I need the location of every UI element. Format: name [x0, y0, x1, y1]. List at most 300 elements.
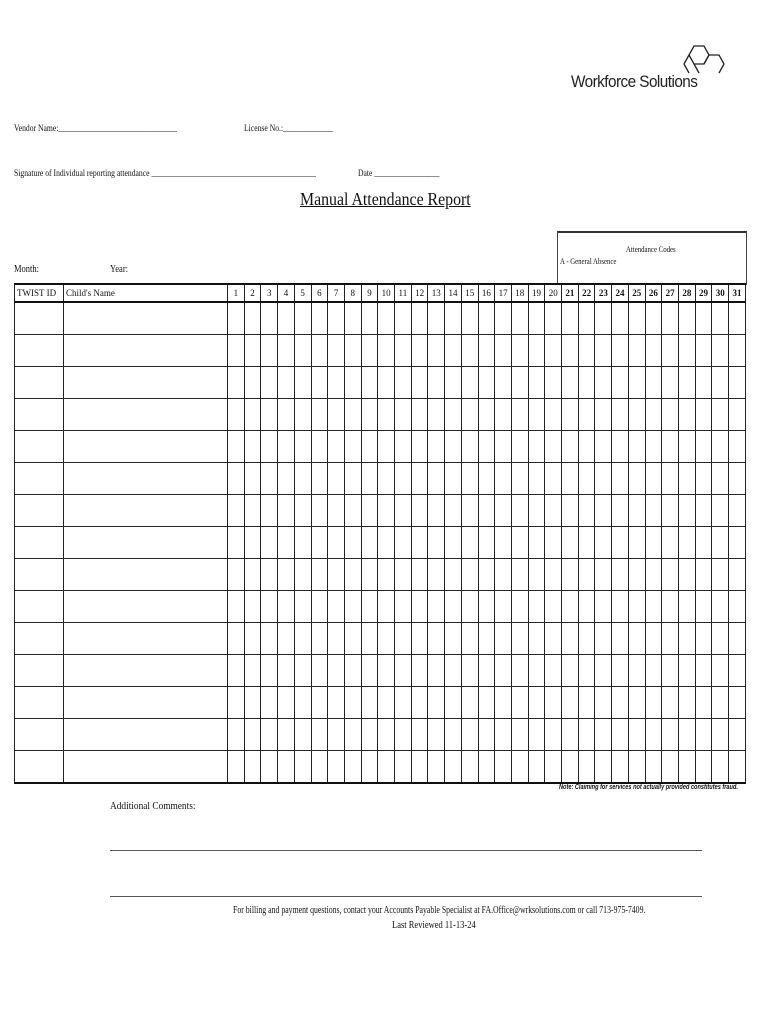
day-16-cell[interactable]	[478, 751, 495, 784]
day-19-cell[interactable]	[528, 302, 545, 335]
day-9-cell[interactable]	[361, 751, 378, 784]
day-30-cell[interactable]	[712, 655, 729, 687]
twist-id-cell[interactable]	[15, 527, 64, 559]
day-17-cell[interactable]	[495, 751, 512, 784]
day-6-cell[interactable]	[311, 302, 328, 335]
day-21-cell[interactable]	[562, 367, 579, 399]
day-13-cell[interactable]	[428, 302, 445, 335]
day-28-cell[interactable]	[678, 495, 695, 527]
day-15-cell[interactable]	[461, 335, 478, 367]
day-25-cell[interactable]	[628, 495, 645, 527]
day-2-cell[interactable]	[244, 399, 261, 431]
day-10-cell[interactable]	[378, 431, 395, 463]
twist-id-cell[interactable]	[15, 463, 64, 495]
day-16-cell[interactable]	[478, 335, 495, 367]
day-8-cell[interactable]	[344, 623, 361, 655]
day-14-cell[interactable]	[445, 751, 462, 784]
day-24-cell[interactable]	[612, 495, 629, 527]
day-12-cell[interactable]	[411, 302, 428, 335]
twist-id-cell[interactable]	[15, 335, 64, 367]
day-4-cell[interactable]	[278, 431, 295, 463]
day-10-cell[interactable]	[378, 463, 395, 495]
day-13-cell[interactable]	[428, 367, 445, 399]
day-13-cell[interactable]	[428, 559, 445, 591]
day-7-cell[interactable]	[328, 591, 345, 623]
day-6-cell[interactable]	[311, 527, 328, 559]
day-7-cell[interactable]	[328, 719, 345, 751]
day-27-cell[interactable]	[662, 463, 679, 495]
day-12-cell[interactable]	[411, 527, 428, 559]
day-27-cell[interactable]	[662, 655, 679, 687]
day-31-cell[interactable]	[729, 399, 746, 431]
day-2-cell[interactable]	[244, 463, 261, 495]
day-30-cell[interactable]	[712, 719, 729, 751]
day-29-cell[interactable]	[695, 335, 712, 367]
day-3-cell[interactable]	[261, 431, 278, 463]
day-27-cell[interactable]	[662, 719, 679, 751]
day-23-cell[interactable]	[595, 367, 612, 399]
day-27-cell[interactable]	[662, 335, 679, 367]
day-11-cell[interactable]	[395, 431, 412, 463]
day-27-cell[interactable]	[662, 623, 679, 655]
day-15-cell[interactable]	[461, 527, 478, 559]
day-5-cell[interactable]	[294, 559, 311, 591]
day-20-cell[interactable]	[545, 655, 562, 687]
day-24-cell[interactable]	[612, 527, 629, 559]
day-7-cell[interactable]	[328, 527, 345, 559]
day-24-cell[interactable]	[612, 687, 629, 719]
day-18-cell[interactable]	[511, 527, 528, 559]
day-12-cell[interactable]	[411, 399, 428, 431]
day-6-cell[interactable]	[311, 623, 328, 655]
day-17-cell[interactable]	[495, 719, 512, 751]
day-28-cell[interactable]	[678, 591, 695, 623]
day-8-cell[interactable]	[344, 399, 361, 431]
day-6-cell[interactable]	[311, 399, 328, 431]
day-21-cell[interactable]	[562, 655, 579, 687]
day-25-cell[interactable]	[628, 431, 645, 463]
day-14-cell[interactable]	[445, 687, 462, 719]
day-29-cell[interactable]	[695, 655, 712, 687]
day-10-cell[interactable]	[378, 623, 395, 655]
day-30-cell[interactable]	[712, 591, 729, 623]
day-12-cell[interactable]	[411, 559, 428, 591]
day-19-cell[interactable]	[528, 591, 545, 623]
day-7-cell[interactable]	[328, 367, 345, 399]
day-16-cell[interactable]	[478, 431, 495, 463]
day-29-cell[interactable]	[695, 623, 712, 655]
day-16-cell[interactable]	[478, 591, 495, 623]
day-21-cell[interactable]	[562, 302, 579, 335]
day-25-cell[interactable]	[628, 463, 645, 495]
day-5-cell[interactable]	[294, 399, 311, 431]
twist-id-cell[interactable]	[15, 655, 64, 687]
twist-id-cell[interactable]	[15, 751, 64, 784]
day-29-cell[interactable]	[695, 399, 712, 431]
day-11-cell[interactable]	[395, 655, 412, 687]
day-8-cell[interactable]	[344, 527, 361, 559]
day-25-cell[interactable]	[628, 687, 645, 719]
day-6-cell[interactable]	[311, 655, 328, 687]
day-23-cell[interactable]	[595, 719, 612, 751]
day-31-cell[interactable]	[729, 623, 746, 655]
day-1-cell[interactable]	[228, 399, 245, 431]
day-3-cell[interactable]	[261, 367, 278, 399]
day-28-cell[interactable]	[678, 623, 695, 655]
day-22-cell[interactable]	[578, 591, 595, 623]
day-4-cell[interactable]	[278, 623, 295, 655]
twist-id-cell[interactable]	[15, 623, 64, 655]
day-8-cell[interactable]	[344, 559, 361, 591]
day-19-cell[interactable]	[528, 495, 545, 527]
day-13-cell[interactable]	[428, 591, 445, 623]
day-30-cell[interactable]	[712, 335, 729, 367]
day-8-cell[interactable]	[344, 495, 361, 527]
day-31-cell[interactable]	[729, 687, 746, 719]
day-25-cell[interactable]	[628, 719, 645, 751]
day-4-cell[interactable]	[278, 463, 295, 495]
day-5-cell[interactable]	[294, 591, 311, 623]
day-25-cell[interactable]	[628, 302, 645, 335]
day-23-cell[interactable]	[595, 527, 612, 559]
day-20-cell[interactable]	[545, 623, 562, 655]
day-10-cell[interactable]	[378, 335, 395, 367]
day-3-cell[interactable]	[261, 495, 278, 527]
day-3-cell[interactable]	[261, 655, 278, 687]
day-10-cell[interactable]	[378, 527, 395, 559]
comment-line-2[interactable]	[110, 896, 702, 897]
day-1-cell[interactable]	[228, 335, 245, 367]
day-19-cell[interactable]	[528, 623, 545, 655]
day-19-cell[interactable]	[528, 655, 545, 687]
day-28-cell[interactable]	[678, 399, 695, 431]
twist-id-cell[interactable]	[15, 591, 64, 623]
day-7-cell[interactable]	[328, 335, 345, 367]
day-29-cell[interactable]	[695, 687, 712, 719]
day-30-cell[interactable]	[712, 527, 729, 559]
day-15-cell[interactable]	[461, 623, 478, 655]
day-25-cell[interactable]	[628, 527, 645, 559]
day-17-cell[interactable]	[495, 687, 512, 719]
day-24-cell[interactable]	[612, 463, 629, 495]
day-12-cell[interactable]	[411, 367, 428, 399]
day-14-cell[interactable]	[445, 719, 462, 751]
year-label[interactable]: Year:	[110, 264, 129, 275]
day-27-cell[interactable]	[662, 751, 679, 784]
day-17-cell[interactable]	[495, 527, 512, 559]
day-18-cell[interactable]	[511, 591, 528, 623]
day-6-cell[interactable]	[311, 751, 328, 784]
day-16-cell[interactable]	[478, 302, 495, 335]
day-29-cell[interactable]	[695, 302, 712, 335]
day-6-cell[interactable]	[311, 335, 328, 367]
day-25-cell[interactable]	[628, 367, 645, 399]
day-25-cell[interactable]	[628, 655, 645, 687]
day-17-cell[interactable]	[495, 623, 512, 655]
day-10-cell[interactable]	[378, 591, 395, 623]
day-19-cell[interactable]	[528, 335, 545, 367]
day-22-cell[interactable]	[578, 751, 595, 784]
day-9-cell[interactable]	[361, 495, 378, 527]
day-7-cell[interactable]	[328, 495, 345, 527]
day-8-cell[interactable]	[344, 591, 361, 623]
day-16-cell[interactable]	[478, 655, 495, 687]
day-22-cell[interactable]	[578, 655, 595, 687]
day-15-cell[interactable]	[461, 719, 478, 751]
day-26-cell[interactable]	[645, 655, 662, 687]
child-name-cell[interactable]	[64, 527, 228, 559]
day-9-cell[interactable]	[361, 431, 378, 463]
day-3-cell[interactable]	[261, 527, 278, 559]
day-16-cell[interactable]	[478, 527, 495, 559]
twist-id-cell[interactable]	[15, 431, 64, 463]
day-16-cell[interactable]	[478, 495, 495, 527]
day-9-cell[interactable]	[361, 687, 378, 719]
day-9-cell[interactable]	[361, 623, 378, 655]
day-11-cell[interactable]	[395, 527, 412, 559]
twist-id-cell[interactable]	[15, 302, 64, 335]
day-10-cell[interactable]	[378, 399, 395, 431]
day-31-cell[interactable]	[729, 302, 746, 335]
day-11-cell[interactable]	[395, 399, 412, 431]
day-4-cell[interactable]	[278, 527, 295, 559]
day-21-cell[interactable]	[562, 591, 579, 623]
day-13-cell[interactable]	[428, 719, 445, 751]
day-22-cell[interactable]	[578, 527, 595, 559]
day-17-cell[interactable]	[495, 335, 512, 367]
day-8-cell[interactable]	[344, 751, 361, 784]
day-23-cell[interactable]	[595, 399, 612, 431]
day-21-cell[interactable]	[562, 559, 579, 591]
day-21-cell[interactable]	[562, 751, 579, 784]
day-24-cell[interactable]	[612, 302, 629, 335]
day-31-cell[interactable]	[729, 527, 746, 559]
day-10-cell[interactable]	[378, 559, 395, 591]
twist-id-cell[interactable]	[15, 367, 64, 399]
day-6-cell[interactable]	[311, 719, 328, 751]
day-11-cell[interactable]	[395, 559, 412, 591]
day-22-cell[interactable]	[578, 687, 595, 719]
day-3-cell[interactable]	[261, 687, 278, 719]
day-26-cell[interactable]	[645, 302, 662, 335]
child-name-cell[interactable]	[64, 463, 228, 495]
day-4-cell[interactable]	[278, 335, 295, 367]
day-9-cell[interactable]	[361, 655, 378, 687]
day-5-cell[interactable]	[294, 687, 311, 719]
day-23-cell[interactable]	[595, 431, 612, 463]
day-27-cell[interactable]	[662, 687, 679, 719]
day-10-cell[interactable]	[378, 719, 395, 751]
day-20-cell[interactable]	[545, 463, 562, 495]
day-18-cell[interactable]	[511, 687, 528, 719]
day-19-cell[interactable]	[528, 687, 545, 719]
day-21-cell[interactable]	[562, 687, 579, 719]
day-18-cell[interactable]	[511, 623, 528, 655]
day-5-cell[interactable]	[294, 751, 311, 784]
day-2-cell[interactable]	[244, 623, 261, 655]
day-27-cell[interactable]	[662, 495, 679, 527]
day-1-cell[interactable]	[228, 719, 245, 751]
day-21-cell[interactable]	[562, 527, 579, 559]
day-28-cell[interactable]	[678, 335, 695, 367]
day-17-cell[interactable]	[495, 495, 512, 527]
day-18-cell[interactable]	[511, 559, 528, 591]
day-22-cell[interactable]	[578, 335, 595, 367]
day-13-cell[interactable]	[428, 687, 445, 719]
day-4-cell[interactable]	[278, 399, 295, 431]
day-7-cell[interactable]	[328, 687, 345, 719]
day-15-cell[interactable]	[461, 559, 478, 591]
day-27-cell[interactable]	[662, 591, 679, 623]
day-14-cell[interactable]	[445, 495, 462, 527]
day-24-cell[interactable]	[612, 623, 629, 655]
day-8-cell[interactable]	[344, 655, 361, 687]
day-30-cell[interactable]	[712, 495, 729, 527]
day-9-cell[interactable]	[361, 399, 378, 431]
day-20-cell[interactable]	[545, 751, 562, 784]
day-15-cell[interactable]	[461, 463, 478, 495]
twist-id-cell[interactable]	[15, 495, 64, 527]
day-14-cell[interactable]	[445, 302, 462, 335]
day-5-cell[interactable]	[294, 623, 311, 655]
day-2-cell[interactable]	[244, 687, 261, 719]
day-28-cell[interactable]	[678, 719, 695, 751]
day-31-cell[interactable]	[729, 559, 746, 591]
day-25-cell[interactable]	[628, 591, 645, 623]
day-15-cell[interactable]	[461, 367, 478, 399]
day-14-cell[interactable]	[445, 527, 462, 559]
day-4-cell[interactable]	[278, 302, 295, 335]
day-17-cell[interactable]	[495, 367, 512, 399]
day-29-cell[interactable]	[695, 591, 712, 623]
day-31-cell[interactable]	[729, 655, 746, 687]
day-29-cell[interactable]	[695, 719, 712, 751]
day-9-cell[interactable]	[361, 463, 378, 495]
twist-id-cell[interactable]	[15, 719, 64, 751]
day-21-cell[interactable]	[562, 463, 579, 495]
day-22-cell[interactable]	[578, 719, 595, 751]
day-8-cell[interactable]	[344, 367, 361, 399]
day-23-cell[interactable]	[595, 495, 612, 527]
day-4-cell[interactable]	[278, 559, 295, 591]
day-17-cell[interactable]	[495, 591, 512, 623]
day-4-cell[interactable]	[278, 687, 295, 719]
day-30-cell[interactable]	[712, 687, 729, 719]
day-20-cell[interactable]	[545, 559, 562, 591]
day-1-cell[interactable]	[228, 302, 245, 335]
child-name-cell[interactable]	[64, 495, 228, 527]
vendor-name-field[interactable]: Vendor Name:_______________________________	[14, 123, 177, 133]
day-1-cell[interactable]	[228, 655, 245, 687]
day-23-cell[interactable]	[595, 687, 612, 719]
day-17-cell[interactable]	[495, 655, 512, 687]
day-27-cell[interactable]	[662, 302, 679, 335]
day-20-cell[interactable]	[545, 367, 562, 399]
day-17-cell[interactable]	[495, 431, 512, 463]
day-22-cell[interactable]	[578, 463, 595, 495]
day-20-cell[interactable]	[545, 431, 562, 463]
day-12-cell[interactable]	[411, 623, 428, 655]
day-27-cell[interactable]	[662, 527, 679, 559]
day-3-cell[interactable]	[261, 335, 278, 367]
day-6-cell[interactable]	[311, 495, 328, 527]
child-name-cell[interactable]	[64, 623, 228, 655]
day-17-cell[interactable]	[495, 559, 512, 591]
twist-id-cell[interactable]	[15, 399, 64, 431]
day-22-cell[interactable]	[578, 367, 595, 399]
day-19-cell[interactable]	[528, 751, 545, 784]
day-10-cell[interactable]	[378, 367, 395, 399]
day-9-cell[interactable]	[361, 367, 378, 399]
day-8-cell[interactable]	[344, 463, 361, 495]
day-29-cell[interactable]	[695, 367, 712, 399]
day-9-cell[interactable]	[361, 719, 378, 751]
day-23-cell[interactable]	[595, 751, 612, 784]
day-6-cell[interactable]	[311, 591, 328, 623]
day-5-cell[interactable]	[294, 302, 311, 335]
day-28-cell[interactable]	[678, 655, 695, 687]
day-27-cell[interactable]	[662, 431, 679, 463]
day-17-cell[interactable]	[495, 399, 512, 431]
day-19-cell[interactable]	[528, 431, 545, 463]
day-16-cell[interactable]	[478, 623, 495, 655]
day-4-cell[interactable]	[278, 719, 295, 751]
day-11-cell[interactable]	[395, 623, 412, 655]
day-10-cell[interactable]	[378, 687, 395, 719]
day-23-cell[interactable]	[595, 335, 612, 367]
day-28-cell[interactable]	[678, 527, 695, 559]
day-3-cell[interactable]	[261, 751, 278, 784]
day-21-cell[interactable]	[562, 399, 579, 431]
day-28-cell[interactable]	[678, 302, 695, 335]
child-name-cell[interactable]	[64, 591, 228, 623]
day-19-cell[interactable]	[528, 719, 545, 751]
day-2-cell[interactable]	[244, 559, 261, 591]
day-31-cell[interactable]	[729, 335, 746, 367]
day-20-cell[interactable]	[545, 399, 562, 431]
day-13-cell[interactable]	[428, 655, 445, 687]
day-16-cell[interactable]	[478, 399, 495, 431]
day-11-cell[interactable]	[395, 302, 412, 335]
day-26-cell[interactable]	[645, 399, 662, 431]
day-1-cell[interactable]	[228, 623, 245, 655]
day-24-cell[interactable]	[612, 399, 629, 431]
day-18-cell[interactable]	[511, 463, 528, 495]
day-13-cell[interactable]	[428, 335, 445, 367]
day-7-cell[interactable]	[328, 655, 345, 687]
day-21-cell[interactable]	[562, 719, 579, 751]
day-4-cell[interactable]	[278, 591, 295, 623]
day-16-cell[interactable]	[478, 463, 495, 495]
day-13-cell[interactable]	[428, 527, 445, 559]
day-22-cell[interactable]	[578, 302, 595, 335]
day-20-cell[interactable]	[545, 687, 562, 719]
day-29-cell[interactable]	[695, 527, 712, 559]
child-name-cell[interactable]	[64, 399, 228, 431]
day-28-cell[interactable]	[678, 751, 695, 784]
day-18-cell[interactable]	[511, 495, 528, 527]
day-8-cell[interactable]	[344, 335, 361, 367]
day-1-cell[interactable]	[228, 463, 245, 495]
day-18-cell[interactable]	[511, 655, 528, 687]
month-label[interactable]: Month:	[14, 264, 40, 275]
day-2-cell[interactable]	[244, 719, 261, 751]
day-11-cell[interactable]	[395, 367, 412, 399]
day-18-cell[interactable]	[511, 302, 528, 335]
day-6-cell[interactable]	[311, 559, 328, 591]
day-31-cell[interactable]	[729, 591, 746, 623]
day-30-cell[interactable]	[712, 367, 729, 399]
